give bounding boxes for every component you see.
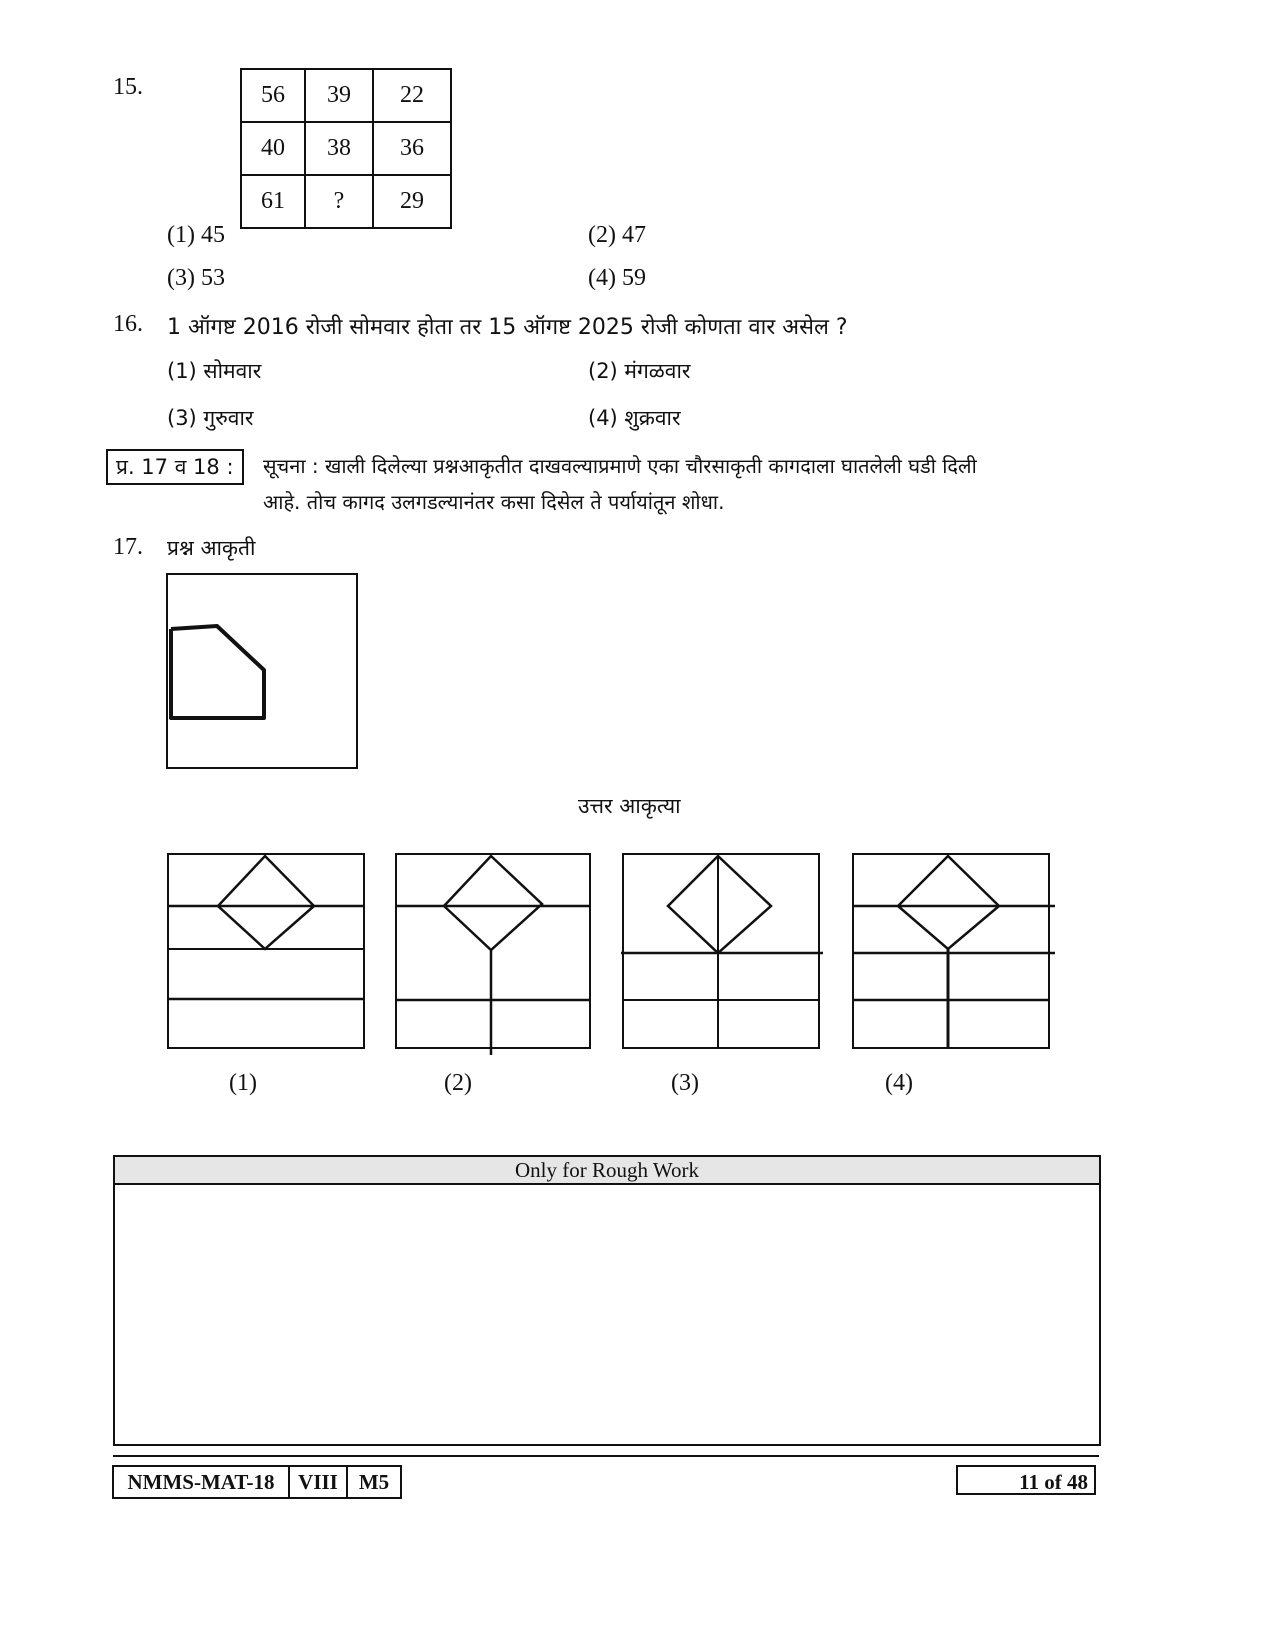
q15-number: 15. [113, 74, 143, 100]
grid-cell: 39 [305, 69, 373, 122]
answer-figure-3[interactable] [621, 852, 823, 1052]
answer-figure-4[interactable] [851, 852, 1057, 1052]
q16-option-1[interactable]: (1) सोमवार [167, 359, 262, 383]
answer-figure-1[interactable] [166, 852, 368, 1052]
rough-work-box[interactable] [113, 1155, 1101, 1446]
footer-rule [113, 1455, 1099, 1457]
instruction-line-1: सूचना : खाली दिलेल्या प्रश्नआकृतीत दाखवल्याप्रमाणे एका चौरसाकृती कागदाला घातलेली घडी दिली [263, 454, 977, 478]
q16-option-3[interactable]: (3) गुरुवार [167, 406, 254, 430]
answer-number-1: (1) [229, 1070, 257, 1096]
footer-page-number: 11 of 48 [956, 1465, 1096, 1495]
q16-number: 16. [113, 311, 143, 337]
answer-number-2: (2) [444, 1070, 472, 1096]
footer-code-group [112, 1465, 402, 1499]
answer-number-3: (3) [671, 1070, 699, 1096]
q15-option-2[interactable]: (2) 47 [588, 222, 646, 248]
q17-answer-label: उत्तर आकृत्या [578, 794, 681, 818]
grid-cell: ? [305, 175, 373, 228]
answer-figure-2[interactable] [394, 852, 594, 1056]
q15-option-4[interactable]: (4) 59 [588, 265, 646, 291]
q17-number: 17. [113, 534, 143, 560]
footer-set: M5 [348, 1465, 402, 1499]
grid-cell: 38 [305, 122, 373, 175]
grid-cell: 29 [373, 175, 451, 228]
grid-cell: 22 [373, 69, 451, 122]
q16-option-2[interactable]: (2) मंगळवार [588, 359, 691, 383]
q16-question-text: 1 ऑगष्ट 2016 रोजी सोमवार होता तर 15 ऑगष्ट 2025 रोजी कोणता वार असेल ? [167, 315, 848, 340]
footer-class: VIII [290, 1465, 348, 1499]
q15-option-1[interactable]: (1) 45 [167, 222, 225, 248]
answer-number-4: (4) [885, 1070, 913, 1096]
instruction-label-box: प्र. 17 व 18 : [106, 449, 244, 485]
rough-work-title: Only for Rough Work [115, 1157, 1099, 1185]
footer-code: NMMS-MAT-18 [112, 1465, 290, 1499]
grid-cell: 56 [241, 69, 305, 122]
grid-cell: 40 [241, 122, 305, 175]
q15-option-3[interactable]: (3) 53 [167, 265, 225, 291]
grid-cell: 61 [241, 175, 305, 228]
q17-question-figure [165, 572, 361, 772]
q15-number-grid [240, 68, 452, 229]
q17-question-label: प्रश्न आकृती [167, 536, 256, 560]
instruction-line-2: आहे. तोच कागद उलगडल्यानंतर कसा दिसेल ते पर्यायांतून शोधा. [263, 490, 725, 514]
q16-option-4[interactable]: (4) शुक्रवार [588, 406, 681, 430]
grid-cell: 36 [373, 122, 451, 175]
